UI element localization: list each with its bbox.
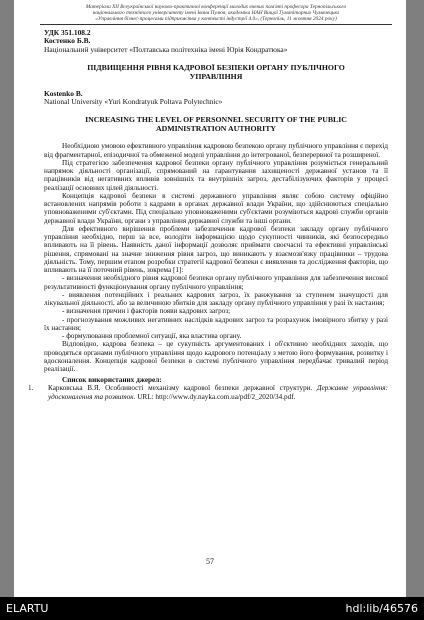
reference-body [48,384,388,401]
paragraph: Відповідно, кадрова безпека – це сукупність аргументованих і об'єктивно необхідних заходів, що проводяться органами публічного управління щодо кадрового потенціалу з метою його формування, розвитку і вдосконалення. Концепція кадрової безпеки в системі публічного управління передбачає тривалий період реалізації. [44,340,388,374]
paragraph: Необхідною умовою ефективного управління кадровою безпекою органу публічного управління є перехід від фрагментарної, епізодичної та обмеженої моделі управління до інтегрованої, безперервної та розширеної. [44,142,388,159]
repository-name: ELARTU [6,602,49,615]
reference-url[interactable]: URL: http://www.dy.nayka.com.ua/pdf/2_2020/34.pdf. [137,392,296,401]
handle-id[interactable]: hdl:lib/46576 [345,602,418,615]
bullet-item: - прогнозування можливих негативних наслідків кадрових загроз та розрахунок імовірного збитку у разі їх настання; [44,315,388,332]
document-page [14,0,406,597]
reference-item [28,384,388,401]
page-number: 57 [206,557,214,566]
bullet-item: - формулювання проблемної ситуації, яка властива органу. [62,332,242,341]
header-line: національного технічного університету імені Івана Пулюя, академіка НАН Вищої Гуманітарних Чумачецько [92,10,340,16]
udk-code: УДК 351.108.2 [44,28,91,37]
title-en: INCREASING THE LEVEL OF PERSONNEL SECURITY OF THE PUBLIC ADMINISTRATION AUTHORITY [85,115,347,134]
article-body [44,142,388,373]
header-line: Матеріали ХII Всеукраїнської науково-практичної конференції молодих вчених пам'яті професора Тернопільського [85,4,347,10]
references-title: Список використаних джерел: [62,376,162,385]
title-ua: ПІДВИЩЕННЯ РІВНЯ КАДРОВОЇ БЕЗПЕКИ ОРГАНУ ПУБЛІЧНОГО УПРАВЛІННЯ [87,62,345,81]
bullet-item: - визначення необхідного рівня кадрової безпеки органу публічного управління для забезпечення високої результативності функціонування органу публічного управління; [44,274,388,291]
conference-header [40,4,392,25]
author-name-en: Kostenko B. [44,88,83,98]
reference-journal: Державне управління: удосконалення та розвиток. [48,384,388,401]
bullet-item: - визначення причин і факторів появи кадрових загроз; [62,307,231,316]
header-line: «Управління бізнес-процесами підприємства у контексті індустрії 4.0», (Тернопіль, 11 жовтня 2024 року) [95,16,337,22]
affiliation-en: National University «Yuri Kondratyuk Poltava Polytechnic» [44,97,223,107]
affiliation-ua: Національний університет «Полтавська політехніка імені Юрія Кондратюка» [44,44,288,54]
bullet-item: - виявлення потенційних і реальних кадрових загроз, їх ранжування за ступенем значущості для лікувальної діяльності, або за величиною збитків для закладу органу публічного управління у разі їх настання; [44,290,388,308]
paragraph: Для ефективного вирішення проблеми забезпечення кадрової безпеки закладу органу публічного управління необхідно, перш за все, володіти інформацією щодо сукупності чинників, які безпосередньо впливають на її рівень. Наявність даної інформації дозволяє приймати своєчасні та ефективні управлінські рішення, спрямовані на значне зниження рівня загроз, що виникають у взаємозв'язку працівники – трудова діяльність. Тому, першим етапом розробки стратегії кадрової безпеки є виявлення та дослідження факторів, що впливають на її поточний рівень, зокрема [1]: [44,224,388,275]
reference-text: Карковська В.Я. Особливості механізму кадрової безпеки державної структури. [48,384,313,393]
reference-number: 1. [28,384,34,393]
repository-footer [0,597,424,620]
paragraph: Концепція кадрової безпеки в системі державного управління являє собою систему офіційно встановлених напрямів роботи з кадрами в органах державної влади України, що здійснюються спеціально уповноваженими суб'єктами. Під спеціально уповноваженими суб'єктами розуміються кадрові служби органів державної влади України, органи з управління державної служби та інші органи. [44,191,388,225]
author-name-ua: Костенко Б.В. [44,36,91,46]
paragraph: Під стратегією забезпечення кадрової безпеки органу публічного управління розуміється генеральний напрямок діяльності організації, спрямований на гарантування захищеності державної установ та її працівників від негативних впливів зовнішніх та внутрішніх загроз, дестабілізуючих факторів у процесі реалізації основних цілей діяльності. [44,158,388,192]
